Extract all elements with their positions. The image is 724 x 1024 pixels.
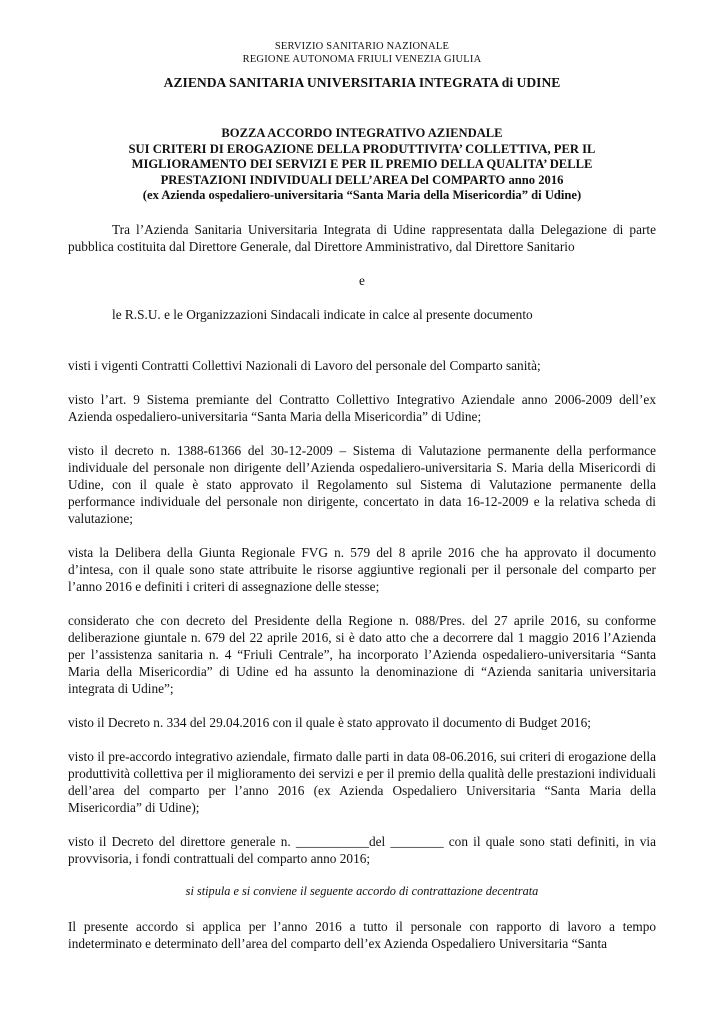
parties-paragraph: le R.S.U. e le Organizzazioni Sindacali indicate in calce al presente documento xyxy=(112,306,533,322)
organization-name: AZIENDA SANITARIA UNIVERSITARIA INTEGRATA di UDINE xyxy=(163,75,561,90)
paragraph-decreto-dg: visto il Decreto del direttore generale n. ___________del ________ con il quale sono stati definiti, in via provvisoria, i fondi contrattuali del comparto anno 2016; xyxy=(68,833,656,866)
paragraph-delibera-fvg: vista la Delibera della Giunta Regionale FVG n. 579 del 8 aprile 2016 che ha approvato il documento d’intesa, con il quale sono state attribuite le risorse aggiuntive regionali per il personale del comparto per l’anno 2016 e definiti i criteri di assegnazione delle stesse; xyxy=(68,544,656,594)
header-line-2: REGIONE AUTONOMA FRIULI VENEZIA GIULIA xyxy=(242,54,482,65)
title-line-2: SUI CRITERI DI EROGAZIONE DELLA PRODUTTIVITA’ COLLETTIVA, PER IL xyxy=(128,141,596,156)
paragraph-ccnl: visti i vigenti Contratti Collettivi Nazionali di Lavoro del personale del Comparto sanità; xyxy=(68,357,541,373)
paragraph-budget: visto il Decreto n. 334 del 29.04.2016 con il quale è stato approvato il documento di Budget 2016; xyxy=(68,714,591,730)
document-page xyxy=(68,40,656,952)
paragraph-ambito: Il presente accordo si applica per l’anno 2016 a tutto il personale con rapporto di lavoro a tempo indeterminato e determinato dell’area del comparto dell’ex Azienda Ospedaliero Universitaria “Santa xyxy=(68,918,656,951)
document-title xyxy=(68,126,656,204)
stipula-heading: si stipula e si conviene il seguente accordo di contrattazione decentrata xyxy=(185,883,539,898)
intro-paragraph: Tra l’Azienda Sanitaria Universitaria Integrata di Udine rappresentata dalla Delegazione di parte pubblica costituita dal Direttore Generale, dal Direttore Amministrativo, dal Direttore Sanitario xyxy=(68,221,656,254)
title-line-4: PRESTAZIONI INDIVIDUALI DELL’AREA Del COMPARTO anno 2016 xyxy=(160,172,564,187)
title-line-1: BOZZA ACCORDO INTEGRATIVO AZIENDALE xyxy=(221,126,503,140)
conjunction: e xyxy=(359,272,365,288)
paragraph-considerato: considerato che con decreto del Presidente della Regione n. 088/Pres. del 27 aprile 2016, su conforme deliberazione giuntale n. 679 del 22 aprile 2016, si è dato atto che a decorrere dal 1 maggio 2016 l’Azienda per l’assistenza sanitaria n. 4 “Friuli Centrale”, ha incorporato l’Azienda ospedaliero-universitaria “Santa Maria della Misericordia” di Udine ed ha assunto la denominazione di “Azienda sanitaria universitaria integrata di Udine”; xyxy=(68,612,656,696)
title-line-3: MIGLIORAMENTO DEI SERVIZI E PER IL PREMIO DELLA QUALITA’ DELLE xyxy=(131,157,593,171)
header-line-1: SERVIZIO SANITARIO NAZIONALE xyxy=(274,41,450,52)
title-line-5: (ex Azienda ospedaliero-universitaria “Santa Maria della Misericordia” di Udine) xyxy=(142,188,582,202)
paragraph-decreto-2009: visto il decreto n. 1388-61366 del 30-12-2009 – Sistema di Valutazione permanente della performance individuale del personale non dirigente dell’Azienda ospedaliero-universitaria S. Maria della Misericordi di Udine, con il quale è stato approvato il Regolamento sul Sistema di Valutazione permanente della performance individuale del personale non dirigente, concertato in data 16-12-2009 e la relativa scheda di valutazione; xyxy=(68,442,656,526)
paragraph-pre-accordo: visto il pre-accordo integrativo aziendale, firmato dalle parti in data 08-06.2016, sui criteri di erogazione della produttività collettiva per il miglioramento dei servizi e per il premio della qualità delle prestazioni individuali dell’area del comparto per l’anno 2016 (ex Azienda Ospedaliero Universitaria “Santa Maria della Misericordia” di Udine); xyxy=(68,748,656,815)
paragraph-art9: visto l’art. 9 Sistema premiante del Contratto Collettivo Integrativo Aziendale anno 2006-2009 dell’ex Azienda ospedaliero-universitaria “Santa Maria della Misericordia” di Udine; xyxy=(68,391,656,424)
